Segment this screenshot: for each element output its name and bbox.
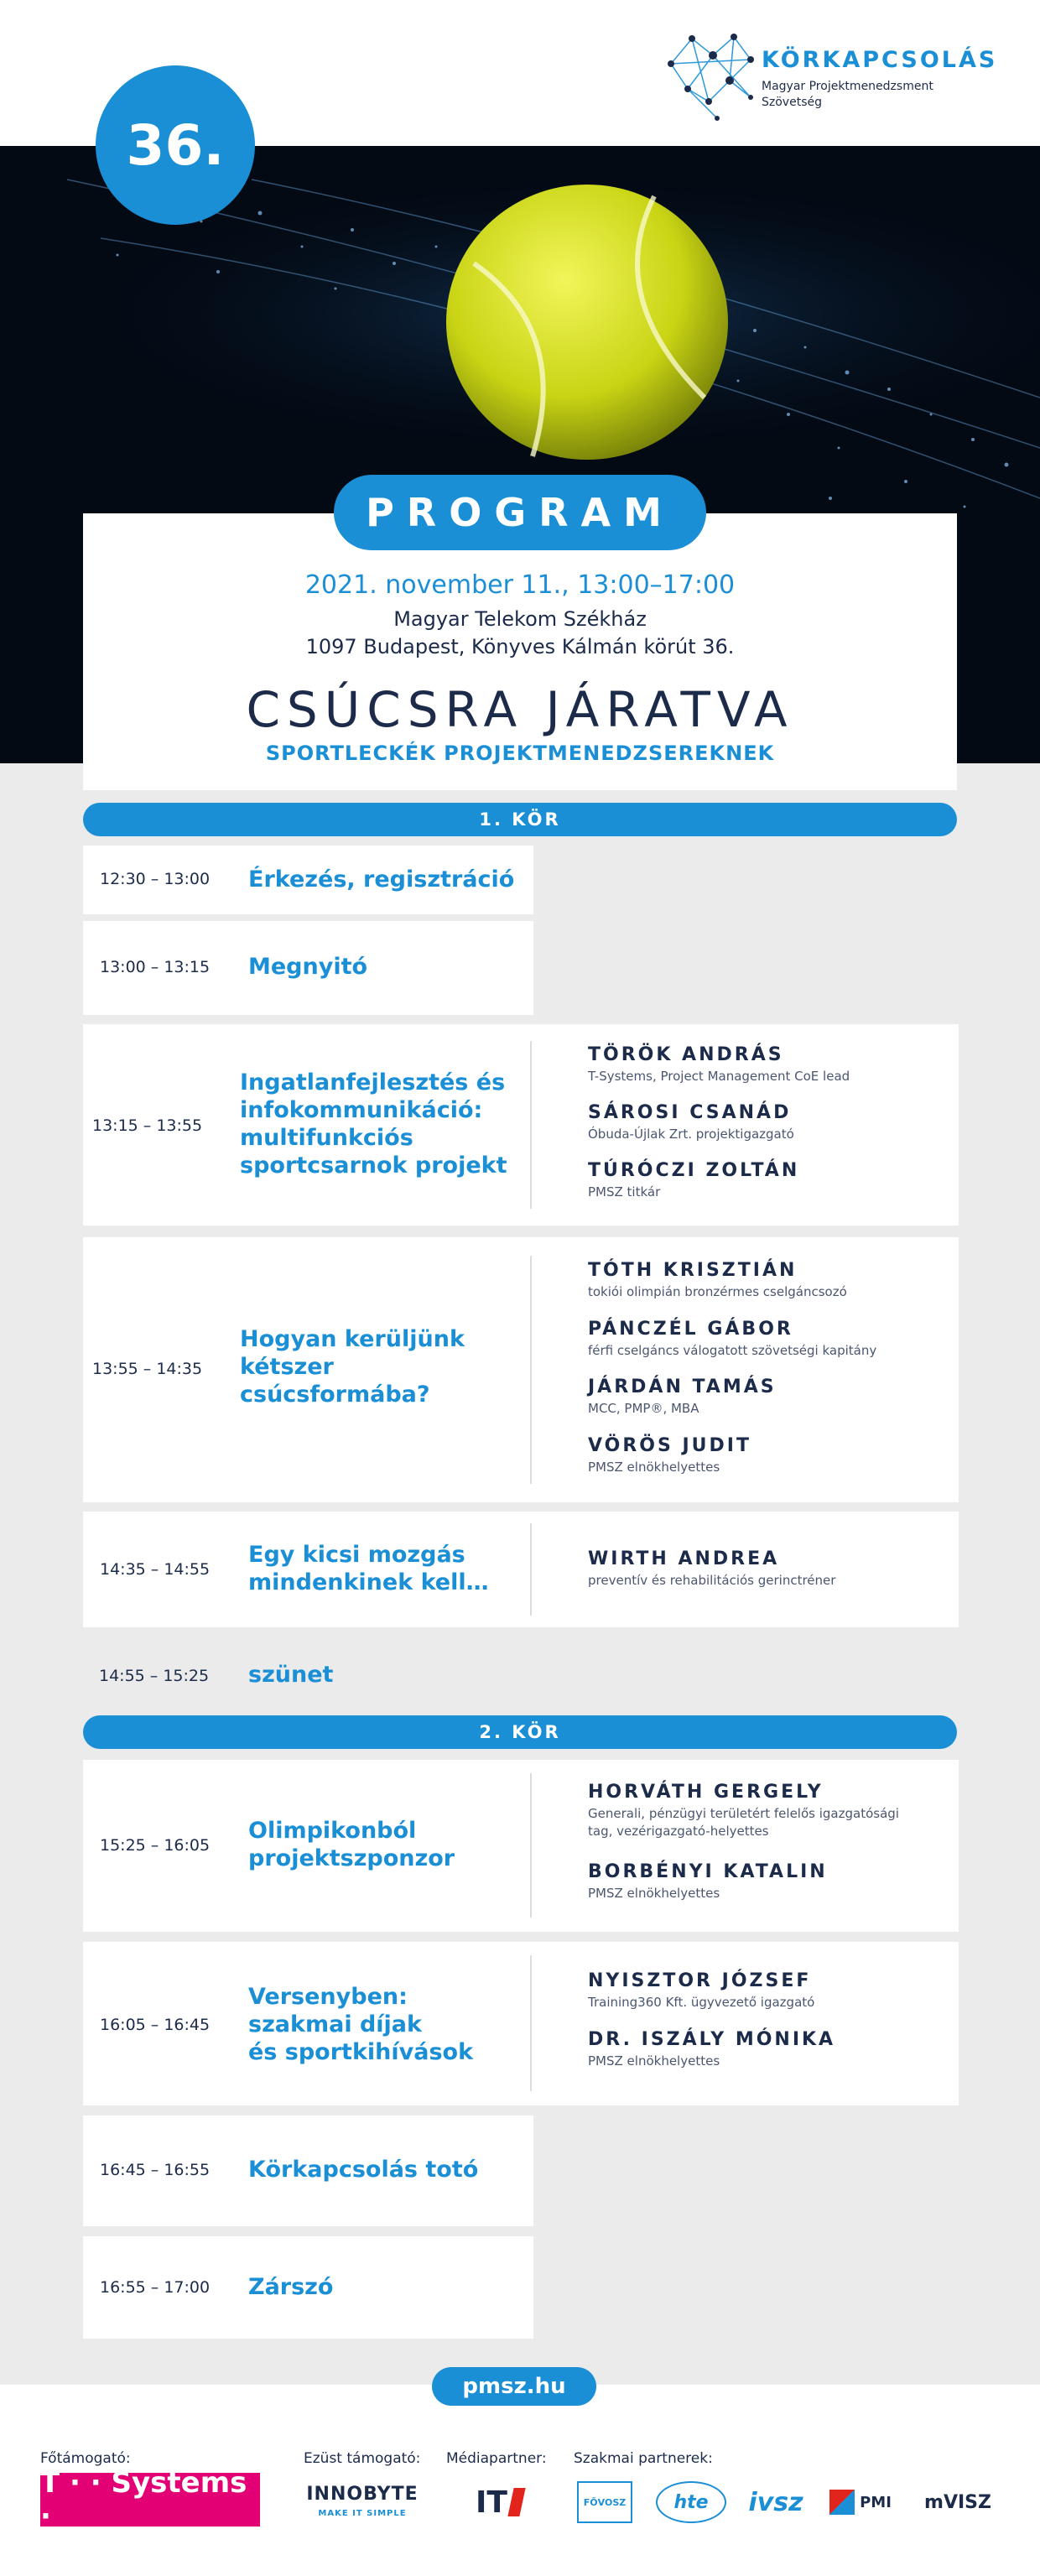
- session-title-line: szakmai díjak: [248, 2011, 422, 2037]
- media-partner-label: Médiapartner:: [446, 2450, 547, 2467]
- session-title-line: mindenkinek kell…: [248, 1569, 489, 1595]
- pmi-mark-icon: [829, 2490, 855, 2515]
- schedule-item-closing: [83, 2236, 533, 2339]
- divider: [530, 1955, 532, 2091]
- logo-title: KÖRKAPCSOLÁS: [762, 47, 998, 73]
- t-systems-logo[interactable]: T · · Systems ·: [40, 2473, 260, 2527]
- pmi-budapest-logo[interactable]: [825, 2483, 896, 2521]
- speaker-name: BORBÉNYI KATALIN: [588, 1861, 828, 1882]
- speaker-name: HORVÁTH GERGELY: [588, 1782, 824, 1803]
- itf-logo-text: IT: [476, 2485, 507, 2520]
- professional-partners-label: Szakmai partnerek:: [574, 2450, 713, 2467]
- venue-address: 1097 Budapest, Könyves Kálmán körút 36.: [305, 635, 735, 658]
- venue-name: Magyar Telekom Székház: [393, 607, 647, 631]
- logo-subtitle-line2: Szövetség: [762, 96, 822, 109]
- session-title-line: multifunkciós: [240, 1125, 413, 1151]
- event-title: CSÚCSRA JÁRATVA: [246, 681, 794, 738]
- speaker-role: PMSZ elnökhelyettes: [588, 1460, 720, 1475]
- divider: [530, 1523, 532, 1616]
- program-label: PROGRAM: [334, 475, 706, 550]
- session-time: 13:00 – 13:15: [100, 958, 211, 976]
- logo-subtitle-line1: Magyar Projektmenedzsment: [762, 80, 933, 93]
- itf-logo[interactable]: [470, 2483, 528, 2521]
- session-title-line: Egy kicsi mozgás: [248, 1542, 465, 1568]
- mvisz-logo[interactable]: mVISZ: [924, 2491, 991, 2513]
- session-title: [248, 1983, 517, 2066]
- session-title: Körkapcsolás totó: [248, 2157, 479, 2183]
- innobyte-tagline: MAKE IT SIMPLE: [318, 2508, 407, 2518]
- schedule-item-opening: [83, 921, 533, 1015]
- divider: [530, 1041, 532, 1209]
- round-2-bar: 2. KÖR: [83, 1715, 957, 1749]
- session-title-line: csúcsformába?: [240, 1382, 430, 1408]
- divider: [530, 1773, 532, 1918]
- speaker-role: tokiói olimpián bronzérmes cselgáncsozó: [588, 1284, 847, 1299]
- ivsz-logo[interactable]: ivsz: [748, 2487, 803, 2517]
- edition-badge: 36.: [96, 65, 255, 225]
- session-title-line: és sportkihívások: [248, 2039, 474, 2065]
- speaker-role: preventív és rehabilitációs gerinctréner: [588, 1573, 836, 1588]
- speaker-name: WIRTH ANDREA: [588, 1548, 780, 1569]
- session-title: Érkezés, regisztráció: [248, 866, 515, 892]
- speaker-name: VÖRÖS JUDIT: [588, 1435, 751, 1456]
- website-link[interactable]: pmsz.hu: [432, 2367, 596, 2406]
- event-date: 2021. november 11., 13:00–17:00: [304, 570, 736, 600]
- speaker-name: SÁROSI CSANÁD: [588, 1102, 792, 1123]
- speaker-name: TÓTH KRISZTIÁN: [588, 1260, 798, 1281]
- session-title: Zárszó: [248, 2274, 334, 2300]
- schedule-item-olympian-sponsor: [83, 1760, 959, 1932]
- session-title-line: kétszer: [240, 1354, 334, 1380]
- silver-sponsor-label: Ezüst támogató:: [304, 2450, 421, 2467]
- session-title-line: sportcsarnok projekt: [240, 1153, 507, 1179]
- session-title-line: Olimpikonból: [248, 1818, 417, 1844]
- speaker-role: PMSZ titkár: [588, 1184, 661, 1200]
- event-subtitle: SPORTLECKÉK PROJEKTMENEDZSEREKNEK: [265, 742, 775, 765]
- session-title: [240, 1069, 525, 1179]
- session-time: 14:35 – 14:55: [100, 1560, 211, 1579]
- speaker-role: T-Systems, Project Management CoE lead: [588, 1069, 850, 1084]
- session-time: 13:55 – 14:35: [92, 1360, 203, 1378]
- schedule-item-arrival: [83, 846, 533, 914]
- logo-subtitle: [762, 79, 980, 111]
- speaker-role: Óbuda-Újlak Zrt. projektigazgató: [588, 1127, 794, 1142]
- session-time: 15:25 – 16:05: [100, 1836, 211, 1855]
- speaker-name: PÁNCZÉL GÁBOR: [588, 1319, 793, 1340]
- speaker-name: DR. ISZÁLY MÓNIKA: [588, 2029, 836, 2050]
- speaker-role: PMSZ elnökhelyettes: [588, 2053, 720, 2069]
- session-title: [240, 1325, 508, 1408]
- speaker-name: TÚRÓCZI ZOLTÁN: [588, 1160, 800, 1181]
- session-title-line: Ingatlanfejlesztés és: [240, 1069, 506, 1095]
- main-sponsor-label: Főtámogató:: [40, 2450, 131, 2467]
- session-title: Megnyitó: [248, 954, 368, 980]
- session-time: 14:55 – 15:25: [99, 1667, 210, 1685]
- innobyte-logo[interactable]: INNOBYTE: [306, 2483, 419, 2505]
- speaker-role: Training360 Kft. ügyvezető igazgató: [588, 1995, 815, 2010]
- session-title-line: infokommunikáció:: [240, 1097, 483, 1123]
- schedule-item-movement: [83, 1512, 959, 1627]
- session-title-line: Versenyben:: [248, 1984, 408, 2010]
- session-time: 16:55 – 17:00: [100, 2278, 211, 2297]
- session-time: 16:05 – 16:45: [100, 2016, 211, 2034]
- session-title: [248, 1541, 517, 1596]
- hte-logo[interactable]: hte: [656, 2481, 726, 2523]
- schedule-item-real-estate: [83, 1024, 959, 1226]
- speaker-role: Generali, pénzügyi területért felelős igazgatósági tag, vezérigazgató-helyettes: [588, 1806, 899, 1839]
- session-time: 12:30 – 13:00: [100, 870, 211, 888]
- fovosz-logo[interactable]: FŐVOSZ: [577, 2481, 632, 2523]
- schedule-item-competition: [83, 1942, 959, 2105]
- speaker-role: PMSZ elnökhelyettes: [588, 1886, 720, 1901]
- speaker-name: TÖRÖK ANDRÁS: [588, 1044, 784, 1065]
- speaker-role: férfi cselgáncs válogatott szövetségi kapitány: [588, 1343, 877, 1358]
- schedule-item-peak-form: [83, 1237, 959, 1502]
- session-title-line: Hogyan kerüljünk: [240, 1326, 465, 1352]
- session-time: 16:45 – 16:55: [100, 2161, 211, 2179]
- schedule-item-quiz: [83, 2115, 533, 2226]
- round-1-bar: 1. KÖR: [83, 803, 957, 836]
- session-title-break: szünet: [248, 1662, 334, 1688]
- session-title-line: projektszponzor: [248, 1845, 455, 1871]
- itf-logo-mark-icon: [507, 2488, 525, 2516]
- session-title: [248, 1817, 517, 1872]
- speaker-role: MCC, PMP®, MBA: [588, 1401, 699, 1416]
- pmi-logo-text: PMI: [860, 2493, 892, 2511]
- speaker-name: NYISZTOR JÓZSEF: [588, 1970, 812, 1991]
- divider: [530, 1256, 532, 1484]
- session-time: 13:15 – 13:55: [92, 1116, 203, 1135]
- speaker-name: JÁRDÁN TAMÁS: [588, 1376, 777, 1397]
